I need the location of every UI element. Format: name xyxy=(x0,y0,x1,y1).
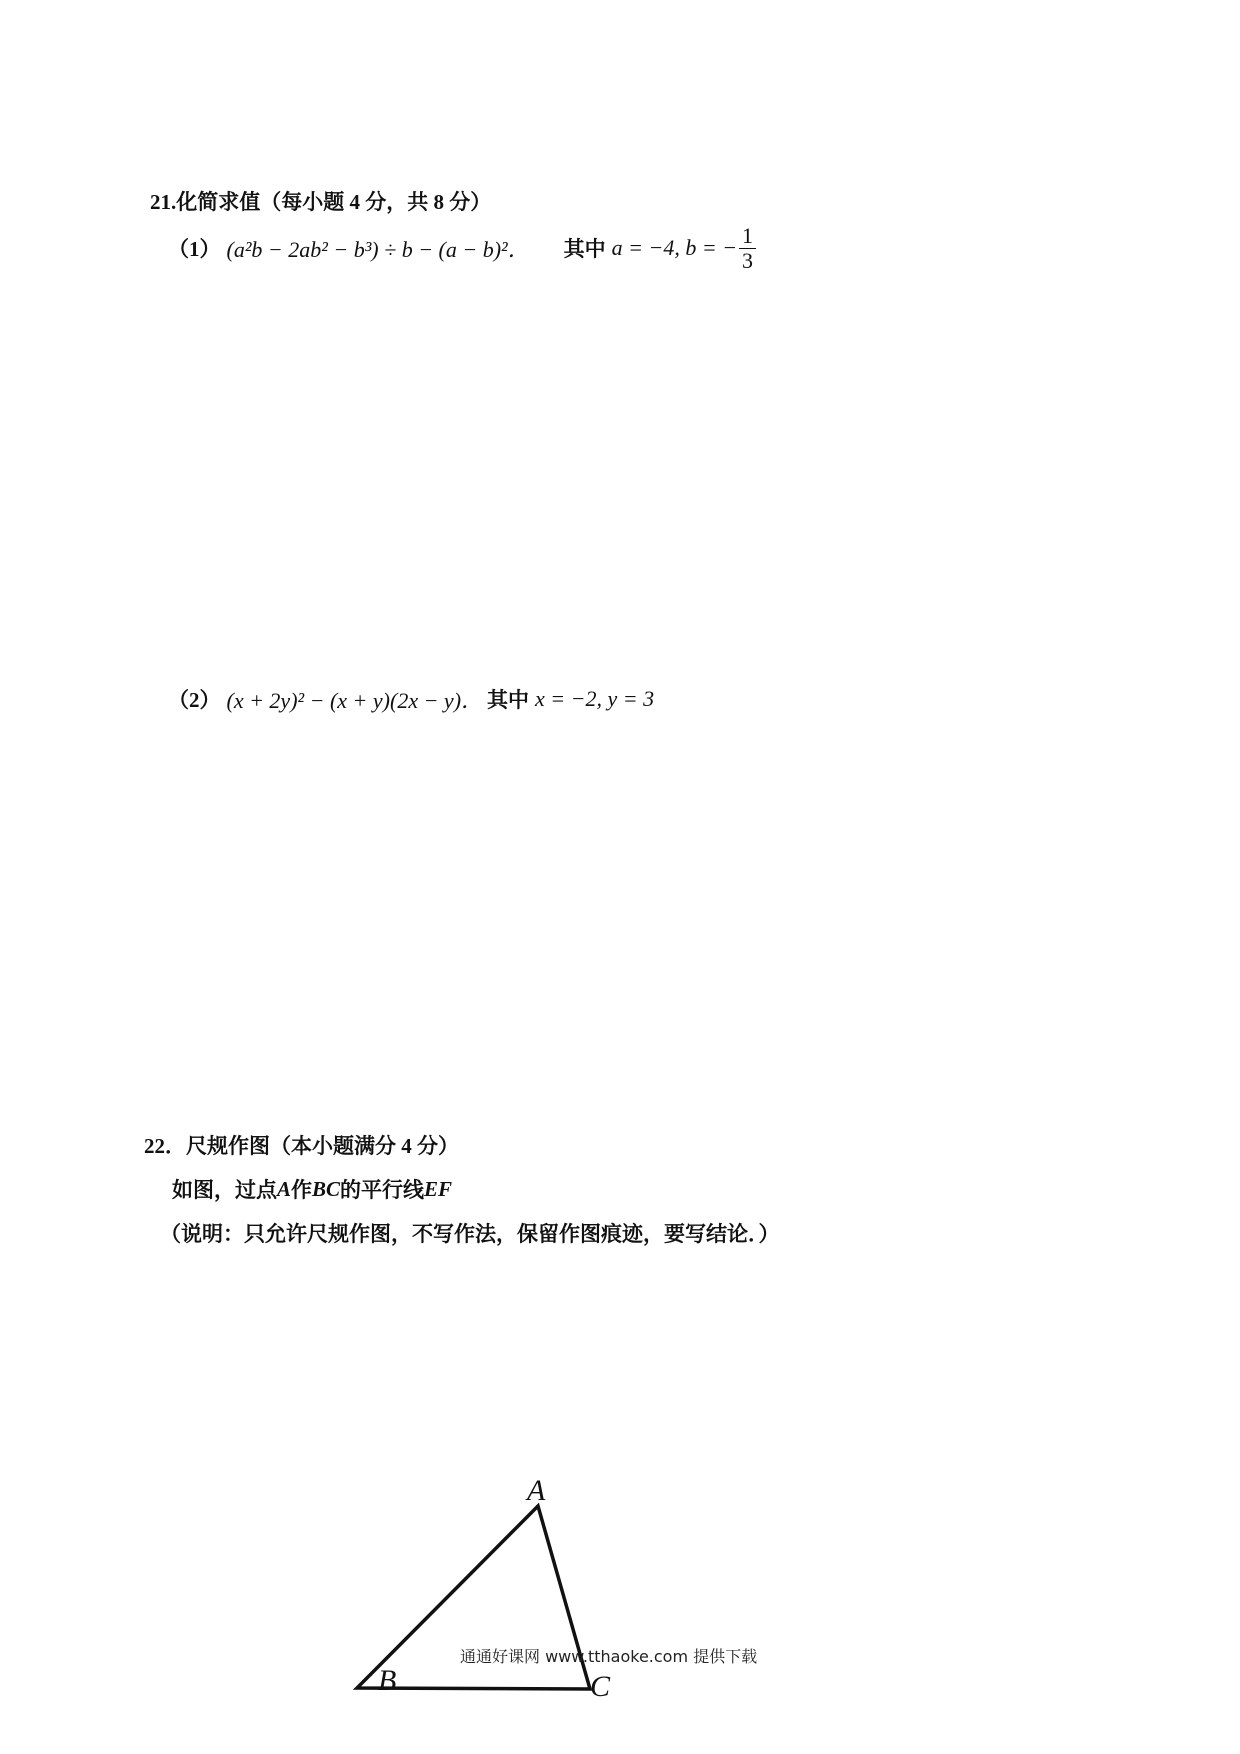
q21-part2-condition: x = −2, y = 3 xyxy=(535,686,655,711)
vertex-label-a: A xyxy=(527,1474,546,1507)
line-ef-ref: EF xyxy=(424,1176,453,1201)
vertex-label-b: B xyxy=(378,1664,397,1697)
q22-instruction-text: 如图，过点 xyxy=(172,1178,277,1202)
fraction-denominator: 3 xyxy=(742,247,754,273)
q21-part1-condition: a = −4, b = − xyxy=(611,235,738,260)
q21-part2-label: （2） xyxy=(168,688,221,712)
fraction-numerator: 1 xyxy=(739,224,756,248)
watermark: 通通好课网 www.tthaoke.com 提供下载 xyxy=(460,1647,758,1666)
segment-bc-ref: BC xyxy=(312,1176,341,1201)
q22-instruction-text: 的平行线 xyxy=(340,1178,425,1202)
vertex-label-c: C xyxy=(590,1670,611,1703)
q21-part1-expression: (a²b − 2ab² − b³) ÷ b − (a − b)²． xyxy=(226,236,530,262)
q21-heading: 21.化简求值（每小题 4 分，共 8 分） xyxy=(150,190,492,214)
q22-instruction-text: 作 xyxy=(291,1178,313,1202)
q21-part2-condition-label: 其中 xyxy=(487,688,530,712)
q21-part1-label: （1） xyxy=(168,237,221,261)
q21-part2-expression: (x + 2y)² − (x + y)(2x − y)． xyxy=(226,687,484,713)
q21-part1-condition-label: 其中 xyxy=(563,237,606,261)
q22-note: （说明：只允许尺规作图，不写作法，保留作图痕迹，要写结论．） xyxy=(160,1222,780,1246)
point-a-ref: A xyxy=(277,1176,292,1201)
q22-heading: 22．尺规作图（本小题满分 4 分） xyxy=(144,1134,459,1158)
